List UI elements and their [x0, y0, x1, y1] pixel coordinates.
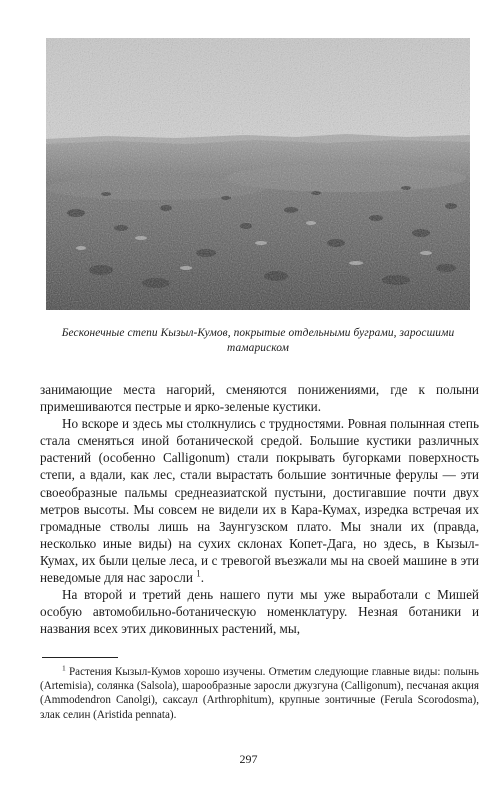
footnote-text: Растения Кызыл-Кумов хорошо изучены. Отметим следующие главные виды: полынь (Artemisia), солянка (Salsola), шарообразные заросли джузгуна (Calligonum), песчаная акция (Ammodendron Canolgi), саксаул (Arthrophitum), крупные зонтичные (Ferula Scorodosma), злак селин (Aristida pennata). — [40, 666, 479, 721]
paragraph: занимающие места нагорий, сменяются понижениями, где к полыни примешиваются пестрые и ярко-зеленые кустики. — [40, 382, 479, 415]
footnote-marker: 1 — [62, 663, 66, 673]
page-number: 297 — [239, 752, 258, 766]
paragraph: На второй и третий день нашего пути мы уже выработали с Мишей особую автомобильно-ботаническую номенклатуру. Незная ботаники и названия всех этих диковинных растений, мы, — [40, 587, 479, 637]
paragraph-text: Но вскоре и здесь мы столкнулись с трудностями. Ровная полынная степь стала сменяться иной ботанической средой. Большие кустики различных растений (особенно Calligonum) стали покрывать бугорками поверхность степи, а вдали, как лес, стали вырастать большие зонтичные ферулы — эти своеобразные пальмы среднеазиатской пустыни, достигавшие почти двух метров высоты. Мы совсем не видели их в Кара-Кумах, изредка встречая их громадные стволы лишь на Заунгузском плато. Мы знали их (правда, несколько иные виды) на сухих склонах Копет-Дага, но здесь, в Кызыл-Кумах, их были целые леса, и с тревогой въезжали мы на своей машине в эти неведомые для нас заросли — [40, 416, 479, 586]
main-text — [40, 381, 479, 637]
steppe-photo — [46, 38, 470, 310]
footnote — [40, 665, 479, 722]
footnote-reference: 1 — [196, 568, 201, 579]
figure-caption: Бесконечные степи Кызыл-Кумов, покрытые отдельными буграми, заросшими тамариском — [61, 327, 455, 354]
footnote-divider — [42, 657, 118, 658]
paragraph: Но вскоре и здесь мы столкнулись с трудностями. Ровная полынная степь стала сменяться иной ботанической средой. Большие кустики различных растений (особенно Calligonum) стали покрывать бугорками поверхность степи, а вдали, как лес, стали вырастать большие зонтичные ферулы — эти своеобразные пальмы среднеазиатской пустыни, достигавшие почти двух метров высоты. Мы совсем не видели их в Кара-Кумах, изредка встречая их громадные стволы лишь на Заунгузском плато. Мы знали их (правда, несколько иные виды) на сухих склонах Копет-Дага, но здесь, в Кызыл-Кумах, их были целые леса, и с тревогой въезжали мы на своей машине в эти неведомые для нас заросли $^1$. — [40, 416, 479, 586]
